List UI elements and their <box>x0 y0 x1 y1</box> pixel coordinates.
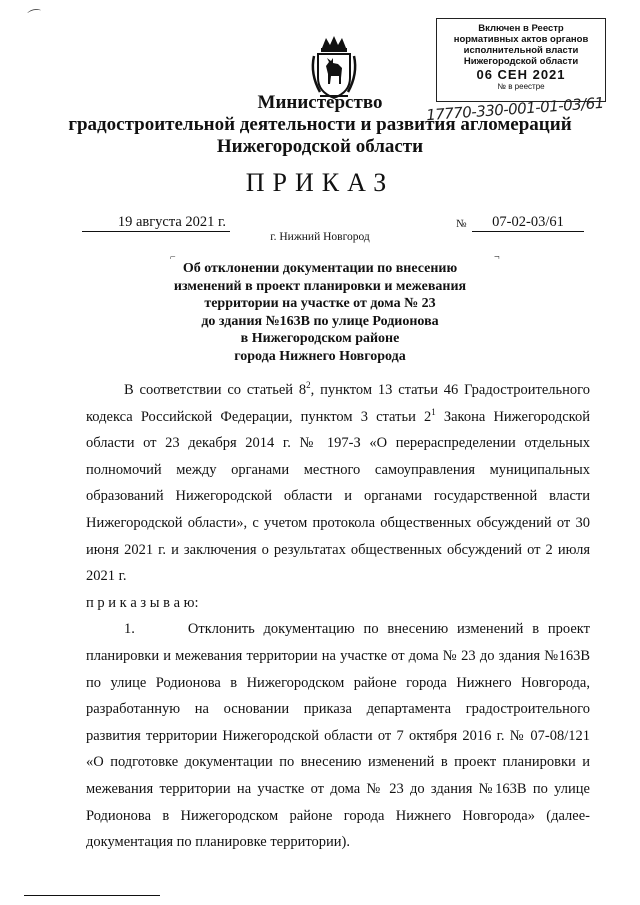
corner-mark-right: ¬ <box>494 252 500 263</box>
stamp-line: нормативных актов органов <box>453 34 589 45</box>
stamp-reg-label: № в реестре <box>497 82 545 91</box>
corner-mark-left: ⌐ <box>170 252 176 263</box>
preamble-text: В соответствии со статьей 8 <box>124 382 307 398</box>
stamp-line: исполнительной власти <box>463 45 579 56</box>
title-line: Об отклонении документации по внесению <box>182 261 458 276</box>
title-line: изменений в проект планировки и межевания <box>173 278 467 294</box>
ministry-title-line2: градостроительной деятельности и развития агломераций <box>68 114 572 135</box>
stamp-line: Нижегородской области <box>463 56 579 67</box>
stamp-line: Включен в Реестр <box>478 23 564 34</box>
title-line: территории на участке от дома № 23 <box>204 296 436 311</box>
number-sign: № <box>456 218 467 230</box>
order-title <box>160 260 480 365</box>
title-line: до здания №163В по улице Родионова <box>201 313 439 329</box>
ministry-title-line3: Нижегородской области <box>216 136 424 157</box>
order-item-1: 1. Отклонить документацию по внесению изменений в проект планировки и межевания территории на участке от дома № 23 до здания №163В по улице Родионова в Нижегородском районе города Нижнего Новгорода, разработанную на основании приказа департамента градостроительного развития территории Нижегородской области от 7 октября 2016 г. № 07-08/121 «О подготовке документации по внесению изменений в проект планировки и межевания территории на участке от дома № 23 до здания №163В по улице Родионова в Нижегородском районе города Нижнего Новгорода» (далее- документация по планировке территории). <box>86 621 594 851</box>
order-body <box>86 377 594 856</box>
registry-stamp <box>436 18 606 102</box>
document-type: ПРИКАЗ <box>245 168 395 197</box>
superscript: 1 <box>431 406 436 417</box>
footnote-divider <box>24 895 160 896</box>
order-word: п р и к а з ы в а ю: <box>86 594 199 611</box>
order-date: 19 августа 2021 г. <box>82 214 230 232</box>
title-line: города Нижнего Новгорода <box>234 348 406 364</box>
ministry-title-line1: Министерство <box>257 92 383 113</box>
city: г. Нижний Новгород <box>270 231 370 243</box>
superscript: 2 <box>306 380 311 391</box>
preamble-text: Закона Нижегородской области от 23 декабря 2014 г. № 197-З «О перераспределении отдельных полномочий между органами местного самоуправления муниципальных образований Нижегородской области и органами государственной власти Нижегородской области», с учетом протокола общественных обсуждений от 30 июня 2021 г. и заключения о результатах общественных обсуждений от 2 июля 2021 г. <box>86 408 590 585</box>
preamble-paragraph <box>86 377 590 590</box>
title-line: в Нижегородском районе <box>240 331 400 346</box>
preamble-text: , пунктом 13 статьи 46 Градостроительного кодекса Российской Федерации, пунктом 3 статьи 2 <box>86 382 590 425</box>
order-number: 07-02-03/61 <box>472 214 584 232</box>
handwritten-registry-number: 17770-330-001-01-03/61 <box>425 93 605 125</box>
scan-mark: ⌒ <box>26 8 44 27</box>
stamp-date: 06 СЕН 2021 <box>476 67 566 82</box>
